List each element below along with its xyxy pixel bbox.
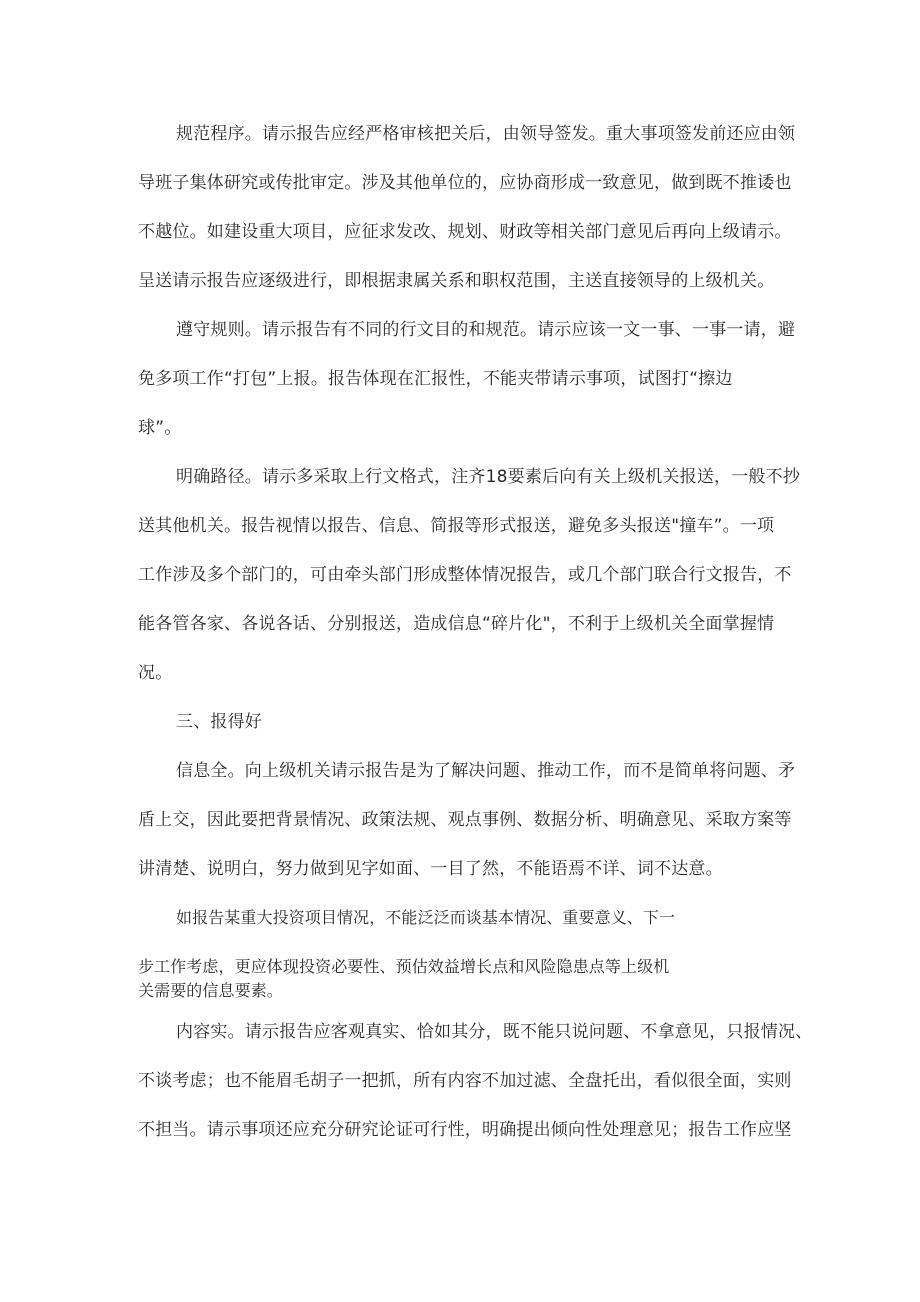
paragraph-line: 不担当。请示事项还应充分研究论证可行性，明确提出倾向性处理意见；报告工作应坚: [138, 1120, 792, 1140]
paragraph-line: 盾上交，因此要把背景情况、政策法规、观点事例、数据分析、明确意见、采取方案等: [138, 810, 792, 830]
paragraph-line: 导班子集体研究或传批审定。涉及其他单位的，应协商形成一致意见，做到既不推诿也: [138, 173, 792, 193]
paragraph-line: 免多项工作“打包”上报。报告体现在汇报性，不能夹带请示事项，试图打“擦边: [138, 369, 733, 389]
paragraph-line: 况。: [138, 663, 173, 683]
paragraph-line: 球”。: [138, 418, 182, 438]
paragraph-line: 遵守规则。请示报告有不同的行文目的和规范。请示应该一文一事、一事一请，避: [176, 320, 796, 340]
paragraph-line: 明确路径。请示多采取上行文格式，注齐18要素后向有关上级机关报送，一般不抄: [176, 467, 801, 487]
paragraph-line: 关需要的信息要素。: [138, 981, 283, 1000]
paragraph-line: 不谈考虑；也不能眉毛胡子一把抓，所有内容不加过滤、全盘托出，看似很全面，实则: [138, 1071, 792, 1091]
paragraph-line: 信息全。向上级机关请示报告是为了解决问题、推动工作，而不是简单将问题、矛: [176, 761, 796, 781]
paragraph-line: 讲清楚、说明白，努力做到见字如面、一目了然，不能语焉不详、词不达意。: [138, 859, 723, 879]
paragraph-line: 送其他机关。报告视情以报告、信息、简报等形式报送，避免多头报送"撞车”。一项: [138, 516, 775, 536]
paragraph-line: 工作涉及多个部门的，可由牵头部门形成整体情况报告，或几个部门联合行文报告，不: [138, 565, 792, 585]
paragraph-line: 步工作考虑，更应体现投资必要性、预估效益增长点和风险隐患点等上级机: [138, 957, 670, 976]
paragraph-line: 如报告某重大投资项目情况，不能泛泛而谈基本情况、重要意义、下一: [176, 908, 676, 927]
paragraph-line: 内容实。请示报告应客观真实、恰如其分，既不能只说问题、不拿意见，只报情况、: [176, 1022, 813, 1042]
paragraph-line: 不越位。如建设重大项目，应征求发改、规划、财政等相关部门意见后再向上级请示。: [138, 222, 792, 242]
section-heading: 三、报得好: [176, 712, 262, 732]
paragraph-line: 呈送请示报告应逐级进行，即根据隶属关系和职权范围，主送直接领导的上级机关。: [138, 271, 775, 291]
paragraph-line: 规范程序。请示报告应经严格审核把关后，由领导签发。重大事项签发前还应由领: [176, 124, 796, 144]
paragraph-line: 能各管各家、各说各话、分别报送，造成信息“碎片化"，不利于上级机关全面掌握情: [138, 614, 775, 634]
